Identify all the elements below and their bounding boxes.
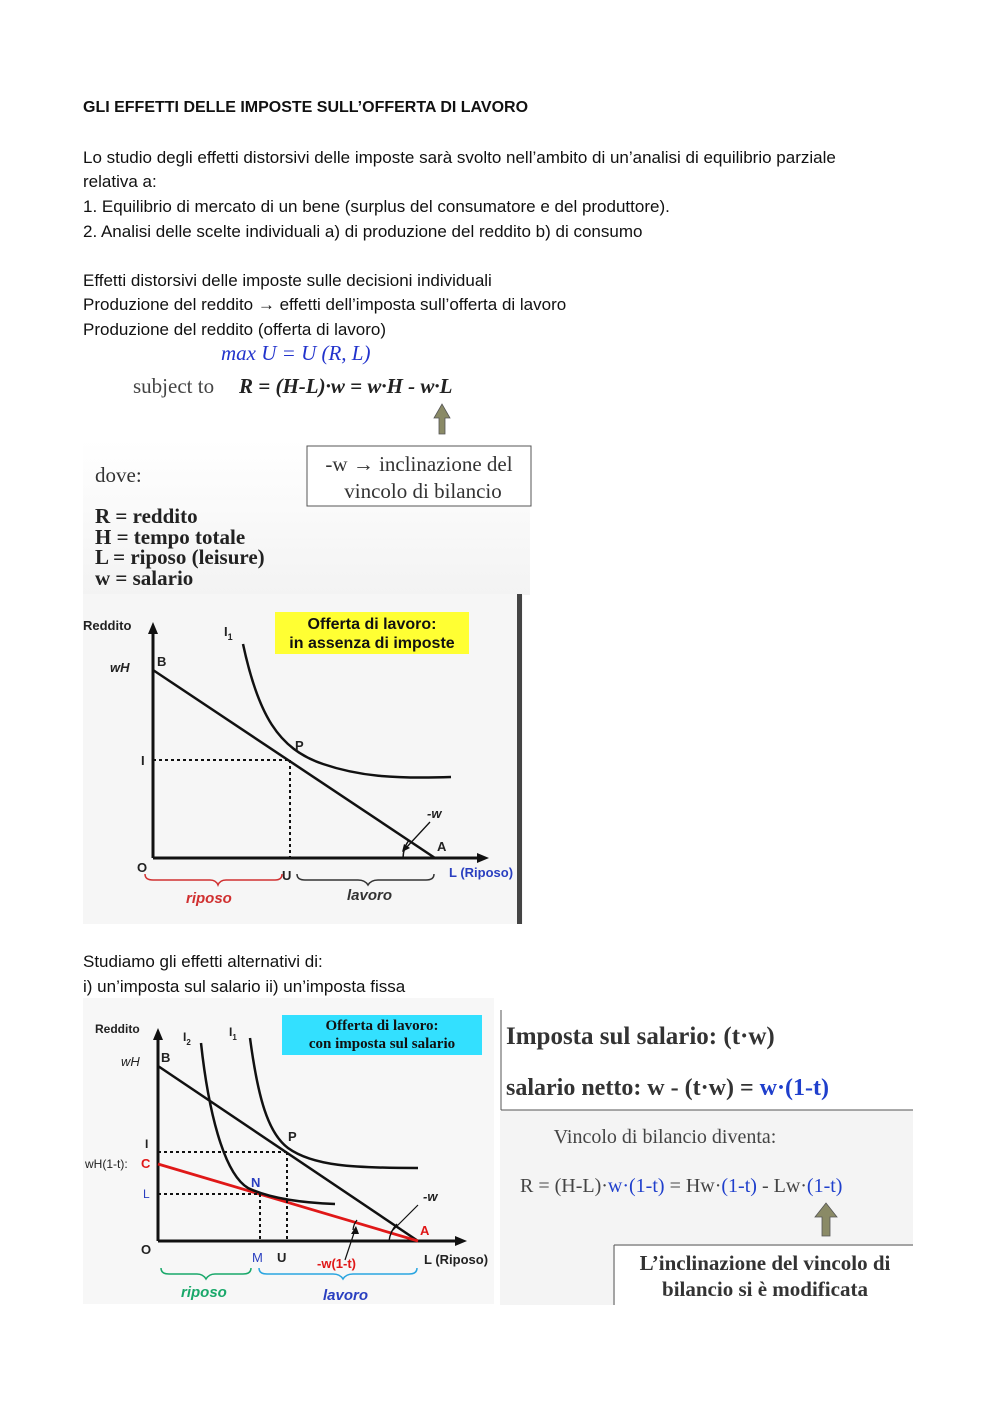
wh-label: wH [121,1054,140,1069]
chart-banner-line-1: Offerta di lavoro: [325,1018,439,1034]
chart-wage-tax-svg [83,998,494,1304]
paragraph: Studiamo gli effetti alternativi di: [83,952,323,971]
tax-title: Imposta sul salario: (t·w) [506,1023,775,1050]
taxed-income-tick-label: L [143,1187,150,1201]
subject-to-label: subject to [133,374,215,398]
point-m-label: M [252,1250,263,1265]
origin-label: O [137,860,148,875]
paragraph: Effetti distorsivi delle imposte sulle decisioni individuali [83,271,492,290]
dove-label: dove: [95,463,142,487]
constraint-equation: R = (H-L)·w = w·H - w·L [239,374,453,398]
def-salario: w = salario [95,566,194,590]
x-axis-label: L (Riposo) [424,1252,489,1267]
point-n-label: N [251,1175,261,1190]
riposo-label: riposo [186,890,232,907]
chart-wage-tax [83,998,494,1304]
intro-line-2: relativa a: [83,172,157,191]
slope-label: -w [427,806,442,821]
def-tempo: H = tempo totale [95,525,246,549]
slope-label: -w [423,1189,438,1204]
vincolo-label: Vincolo di bilancio diventa: [553,1126,777,1148]
chart-edge [517,594,522,924]
point-a-label: A [420,1223,430,1238]
origin-label: O [141,1242,152,1257]
lavoro-label: lavoro [347,887,393,904]
taxed-wh-label: wH(1-t): [85,1157,128,1171]
taxed-constraint-equation: R = (H-L)·w·(1-t) = Hw·(1-t) - Lw·(1-t) [520,1175,843,1197]
paragraph: Produzione del reddito → effetti dell’imposta sull’offerta di lavoro [83,295,567,314]
income-tick-label: I [145,1137,149,1151]
income-tick-label: I [141,753,145,768]
chart-no-tax [83,594,523,924]
tax-explanation-svg [500,1010,915,1305]
wh-label: wH [110,660,130,675]
up-arrow-icon [434,404,450,434]
list-item: 1. Equilibrio di mercato di un bene (surplus del consumatore e del produttore). [83,197,670,216]
x-axis-label: L (Riposo) [449,865,514,880]
point-u-label: U [277,1250,287,1265]
tax-explanation [500,1010,915,1305]
net-wage-line: salario netto: w - (t·w) = w·(1-t) [506,1075,829,1101]
paragraph: i) un’imposta sul salario ii) un’imposta fissa [83,977,406,996]
lavoro-label: lavoro [323,1287,369,1304]
def-riposo: L = riposo (leisure) [95,545,265,569]
point-p-label: P [288,1129,297,1144]
slope-note-line-1: -w → inclinazione del [325,452,513,476]
point-c-label: C [141,1156,151,1171]
list-item: 2. Analisi delle scelte individuali a) di produzione del reddito b) di consumo [83,222,643,241]
note-line-2: bilancio si è modificata [662,1277,868,1301]
def-reddito: R = reddito [95,504,198,528]
curve-label-i1: $I_1$ [224,624,233,642]
y-axis-label: Reddito [83,618,132,633]
model-block [83,340,533,595]
point-a-label: A [437,839,447,854]
point-b-label: B [161,1050,171,1065]
curve-label-i2: $I_2$ [183,1030,191,1047]
note-line-1: L’inclinazione del vincolo di [639,1251,891,1275]
chart-no-tax-svg [83,594,523,924]
intro-line-1: Lo studio degli effetti distorsivi delle imposte sarà svolto nell’ambito di un’analisi di equilibrio parziale [83,148,836,167]
curve-label-i1: $I_1$ [229,1025,237,1042]
page-title: GLI EFFETTI DELLE IMPOSTE SULL’OFFERTA DI LAVORO [83,99,529,116]
chart-banner-line-2: in assenza di imposte [289,635,455,652]
slope-note-line-2: vincolo di bilancio [344,479,502,503]
chart-banner-line-1: Offerta di lavoro: [307,616,437,633]
paragraph: Produzione del reddito (offerta di lavoro) [83,320,387,339]
riposo-label: riposo [181,1284,227,1301]
point-p-label: P [295,738,304,753]
point-u-label: U [282,868,292,883]
y-axis-label: Reddito [95,1022,140,1036]
taxed-slope-label: -w(1-t) [317,1256,356,1271]
point-b-label: B [157,654,167,669]
max-equation: max U = U (R, L) [221,341,371,365]
model-svg [83,340,533,595]
chart-banner-line-2: con imposta sul salario [308,1036,456,1052]
